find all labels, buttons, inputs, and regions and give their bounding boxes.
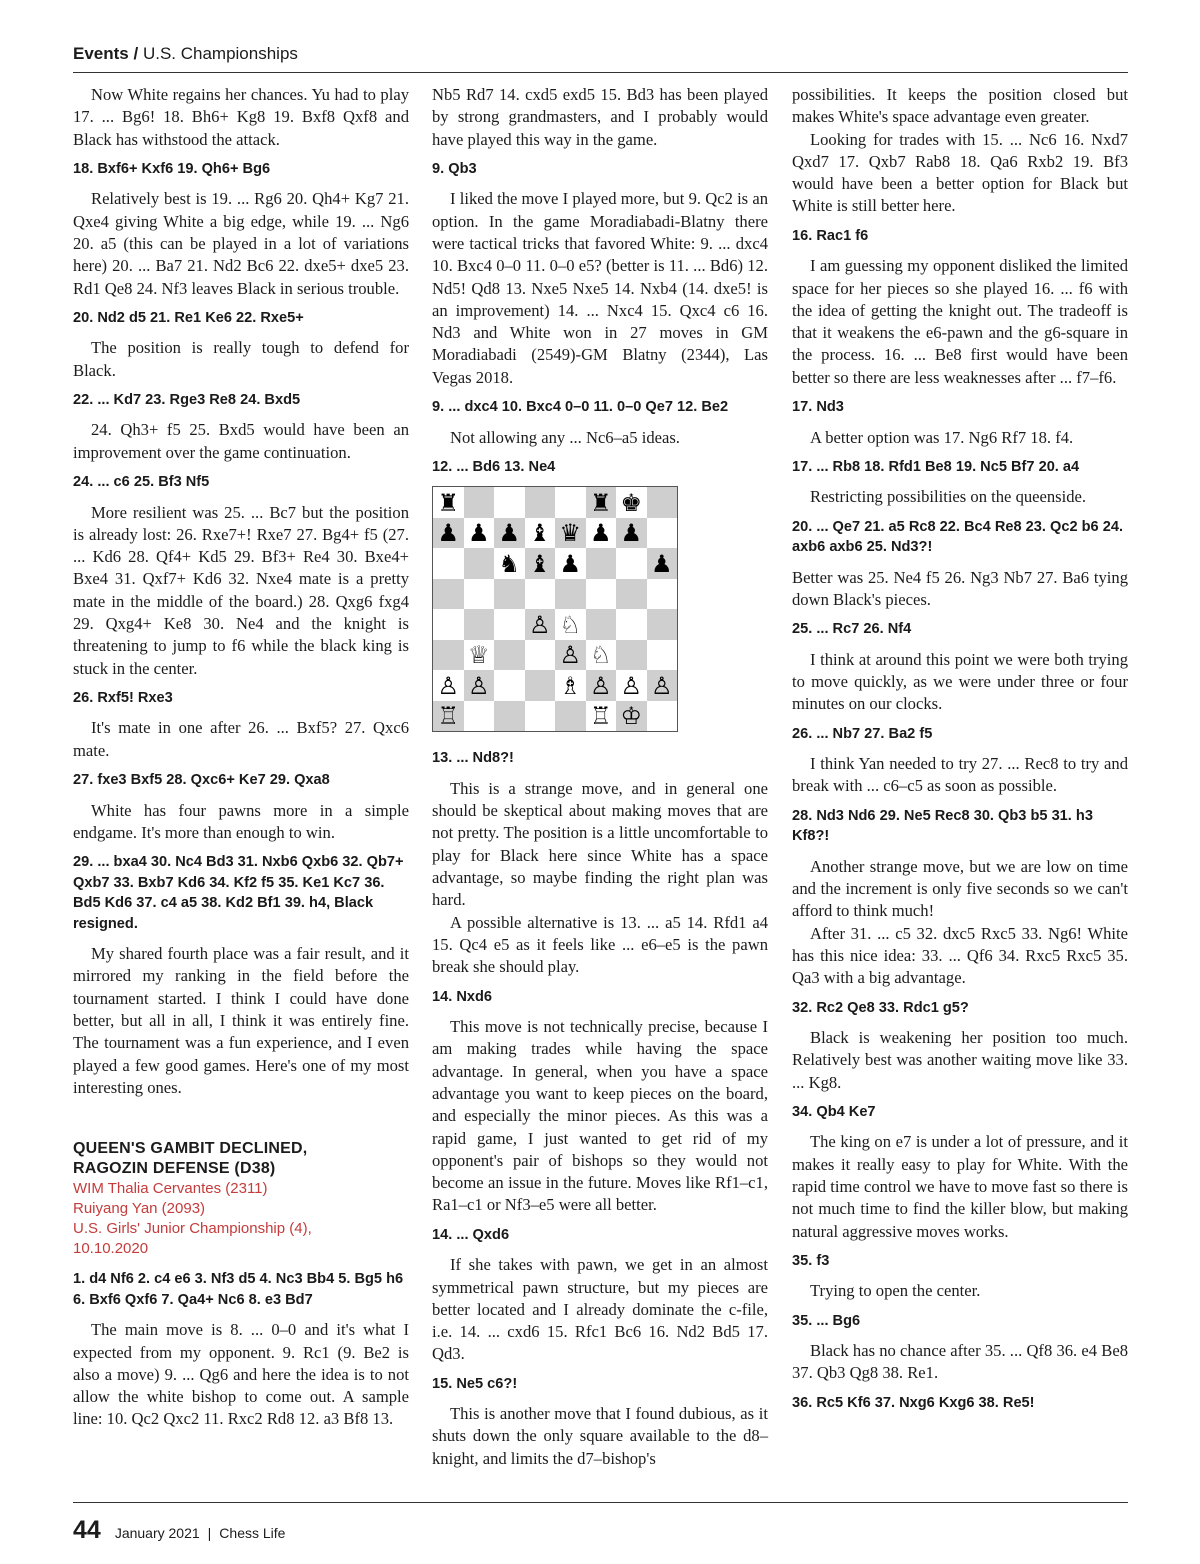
move-heading: 13. ... Nd8?! (432, 750, 514, 767)
move-heading: 17. ... Rb8 18. Rfd1 Be8 19. Nc5 Bf7 20. a4 (792, 458, 1080, 475)
square-b3 (464, 640, 495, 671)
paragraph: This is another move that I found dubious, as it shuts down the only square available to the d8–knight, and limits the d7–bishop's (432, 1404, 768, 1468)
chess-piece-icon: ♟ (559, 549, 581, 578)
square-f8 (586, 487, 617, 518)
paragraph: It's mate in one after 26. ... Bxf5? 27. Qxc6 mate. (73, 718, 409, 760)
game-date: 10.10.2020 (73, 1240, 149, 1258)
square-e3 (555, 640, 586, 671)
square-f5 (586, 579, 617, 610)
paragraph: Another strange move, but we are low on time and the increment is only five seconds so we can't afford to think much! (792, 856, 1128, 921)
square-f4 (586, 609, 617, 640)
move-heading: 22. ... Kd7 23. Rge3 Re8 24. Bxd5 (73, 391, 301, 408)
square-a5 (433, 579, 464, 610)
chess-piece-icon: ♙ (589, 671, 612, 700)
paragraph: Now White regains her chances. Yu had to play 17. ... Bg6! 18. Bh6+ Kg8 19. Bxf8 Qxf8 and Black has withstood the attack. (73, 85, 409, 149)
move-heading: 34. Qb4 Ke7 (792, 1103, 876, 1120)
chess-piece-icon: ♖ (589, 702, 612, 731)
square-d7 (525, 518, 556, 549)
square-f1 (586, 701, 617, 732)
move-heading: 36. Rc5 Kf6 37. Nxg6 Kxg6 38. Re5! (792, 1394, 1035, 1411)
chess-piece-icon: ♜ (437, 488, 459, 517)
square-g8 (616, 487, 647, 518)
chess-piece-icon: ♝ (528, 549, 551, 578)
move-heading: 26. Rxf5! Rxe3 (73, 689, 173, 706)
square-a3 (433, 640, 464, 671)
square-b6 (464, 548, 495, 579)
move-heading: 24. ... c6 25. Bf3 Nf5 (73, 474, 210, 491)
game-title (73, 1139, 409, 1179)
move-heading: 35. ... Bg6 (792, 1312, 861, 1329)
square-b7 (464, 518, 495, 549)
square-d2 (525, 670, 556, 701)
move-heading: 29. ... bxa4 30. Nc4 Bd3 31. Nxb6 Qxb6 32. Qb7+ Qxb7 33. Bxb7 Kd6 34. Kf2 f5 35. Ke1 Kc7 36. Bd5 Kd6 37. c4 a5 38. Kd2 Bf1 39. h4, Black resigned. (73, 854, 404, 932)
square-h2 (647, 670, 678, 701)
chess-piece-icon: ♘ (589, 641, 612, 670)
chess-piece-icon: ♚ (620, 488, 642, 517)
magazine-name: Chess Life (219, 1525, 286, 1541)
chess-piece-icon: ♙ (620, 671, 642, 700)
black-player: Ruiyang Yan (2093) (73, 1200, 206, 1218)
square-g4 (616, 609, 647, 640)
square-a7 (433, 518, 464, 549)
square-e6 (555, 548, 586, 579)
header-title: U.S. Championships (142, 44, 298, 63)
chess-piece-icon: ♘ (559, 610, 581, 639)
paragraph: The king on e7 is under a lot of pressure, and it makes it really easy to play for White. With the rapid time control we have to move fast so there is not much time to find the killer blow, but making natural aggressive moves works. (792, 1132, 1128, 1241)
move-heading: 9. ... dxc4 10. Bxc4 0–0 11. 0–0 Qe7 12. Be2 (432, 399, 729, 416)
chess-piece-icon: ♞ (498, 549, 520, 578)
page-number: 44 (73, 1516, 101, 1544)
move-heading: 35. f3 (792, 1252, 830, 1269)
paragraph: Not allowing any ... Nc6–a5 ideas. (450, 427, 680, 447)
header-divider (73, 72, 1128, 73)
square-f2 (586, 670, 617, 701)
square-e5 (555, 579, 586, 610)
game-title-line-2: RAGOZIN DEFENSE (D38) (73, 1160, 276, 1178)
move-heading: 18. Bxf6+ Kxf6 19. Qh6+ Bg6 (73, 160, 271, 177)
paragraph: White has four pawns more in a simple endgame. It's more than enough to win. (73, 800, 409, 842)
paragraph: This move is not technically precise, because I am making trades while having the space advantage. In general, when you have a space advantage you want to keep pieces on the board, and especially the minor pieces. As this was a rapid game, I just wanted to get rid of my opponent's pair of bishops so they would not become an issue in the future. Moves like Rf1–c1, Ra1–c1 or Nf3–e5 were all better. (432, 1017, 768, 1215)
chess-piece-icon: ♝ (528, 519, 551, 548)
chess-piece-icon: ♙ (437, 671, 459, 700)
game-event: U.S. Girls' Junior Championship (4), (73, 1220, 312, 1238)
square-d4 (525, 609, 556, 640)
square-c4 (494, 609, 525, 640)
square-d1 (525, 701, 556, 732)
square-b1 (464, 701, 495, 732)
move-heading: 12. ... Bd6 13. Ne4 (432, 458, 556, 475)
move-heading: 27. fxe3 Bxf5 28. Qxc6+ Ke7 29. Qxa8 (73, 772, 330, 789)
chess-piece-icon: ♜ (589, 488, 612, 517)
square-c5 (494, 579, 525, 610)
square-b2 (464, 670, 495, 701)
header-section: Events / (73, 44, 139, 63)
square-h7 (647, 518, 678, 549)
paragraph: Relatively best is 19. ... Rg6 20. Qh4+ Kg7 21. Qxe4 giving White a big edge, while 19. ... Ng6 20. a5 (this can be played in a lot of variations here) 20. ... Ba7 21. Nd2 Bc6 22. dxe5+ dxe5 23. Rd1 Qe8 24. Nf3 leaves Black in serious trouble. (73, 189, 409, 298)
chess-piece-icon: ♙ (559, 641, 581, 670)
chess-piece-icon: ♛ (559, 519, 581, 548)
square-f6 (586, 548, 617, 579)
paragraph: The position is really tough to defend for Black. (73, 338, 409, 380)
paragraph: I am guessing my opponent disliked the limited space for her pieces so she played 16. ... f6 with the idea of getting the knight out. The tradeoff is that it weakens the e6-pawn and the g6-square in the process. 16. ... Be8 first would have been better so there are less weaknesses after ... f7–f6. (792, 256, 1128, 387)
column-3 (792, 84, 1128, 1422)
square-g3 (616, 640, 647, 671)
page-footer (73, 1516, 285, 1552)
square-g1 (616, 701, 647, 732)
column-1 (73, 84, 409, 1439)
paragraph: A possible alternative is 13. ... a5 14. Rfd1 a4 15. Qc4 e5 as it feels like ... e6–e5 is the pawn break she should play. (432, 912, 768, 977)
chess-piece-icon: ♟ (589, 519, 612, 548)
square-d6 (525, 548, 556, 579)
square-a2 (433, 670, 464, 701)
square-d5 (525, 579, 556, 610)
chess-piece-icon: ♙ (467, 671, 490, 700)
square-h8 (647, 487, 678, 518)
paragraph: If she takes with pawn, we get in an almost symmetrical pawn structure, but my pieces are better located and I already dominate the c-file, i.e. 14. ... cxd6 15. Rfc1 Bc6 16. Nd2 Bd5 17. Qd3. (432, 1255, 768, 1364)
square-a4 (433, 609, 464, 640)
square-b4 (464, 609, 495, 640)
square-b8 (464, 487, 495, 518)
column-3-text (792, 84, 1128, 1413)
square-c7 (494, 518, 525, 549)
square-g7 (616, 518, 647, 549)
square-c6 (494, 548, 525, 579)
square-e4 (555, 609, 586, 640)
chess-board-diagram (432, 486, 678, 732)
move-heading: 26. ... Nb7 27. Ba2 f5 (792, 725, 933, 742)
square-f3 (586, 640, 617, 671)
column-1-text (73, 84, 409, 1099)
column-1-game-text (73, 1269, 409, 1430)
paragraph: Black has no chance after 35. ... Qf8 36. e4 Be8 37. Qb3 Qg8 38. Re1. (792, 1341, 1128, 1383)
chess-piece-icon: ♙ (650, 671, 673, 700)
square-c3 (494, 640, 525, 671)
move-heading: 17. Nd3 (792, 399, 844, 416)
paragraph: Looking for trades with 15. ... Nc6 16. Nxd7 Qxd7 17. Qxb7 Rab8 18. Qa6 Rxb2 19. Bf3 would have been a better option for Black but White is still better here. (792, 129, 1128, 216)
chess-piece-icon: ♟ (437, 519, 459, 548)
paragraph: I liked the move I played more, but 9. Qc2 is an option. In the game Moradiabadi-Blatny there were tactical tricks that favored White: 9. ... dxc4 10. Bxc4 0–0 11. 0–0 e5? (better is 11. ... Bd6) 12. Nd5! Qd8 13. Nxe5 Nxe5 14. Nxb4 (14. dxe5! is an improvement) 14. ... Nxc4 15. Qxc4 c6 16. Nd3 and White won in 27 moves in GM Moradiabadi (2549)-GM Blatny (2344), Las Vegas 2018. (432, 189, 768, 387)
square-g5 (616, 579, 647, 610)
chess-piece-icon: ♟ (620, 519, 642, 548)
chess-piece-icon: ♖ (437, 702, 459, 731)
square-e8 (555, 487, 586, 518)
paragraph: possibilities. It keeps the position closed but makes White's space advantage even greater. (792, 85, 1128, 127)
square-h1 (647, 701, 678, 732)
square-h4 (647, 609, 678, 640)
square-b5 (464, 579, 495, 610)
square-d3 (525, 640, 556, 671)
square-g6 (616, 548, 647, 579)
issue-date: January 2021 (114, 1525, 200, 1541)
chess-piece-icon: ♟ (467, 519, 490, 548)
move-heading: 14. Nxd6 (432, 988, 493, 1005)
paragraph: Better was 25. Ne4 f5 26. Ng3 Nb7 27. Ba6 tying down Black's pieces. (792, 567, 1128, 609)
footer-divider (73, 1502, 1128, 1503)
square-c8 (494, 487, 525, 518)
square-d8 (525, 487, 556, 518)
paragraph: More resilient was 25. ... Bc7 but the position is already lost: 26. Rxe7+! Rxe7 27. Bg4+ f5 (27. ... Kd6 28. Qf4+ Kd5 29. Bf3+ Re4 30. Bxe4+ Bxe4 31. Qxf7+ Kd6 32. Nxe4 mate is a pretty mate in the middle of the board.) 28. Qxg6 fxg4 29. Qxg4+ Ke8 30. Ne4 and the knight is threatening to jump to f6 while the black king is stuck in the center. (73, 502, 409, 678)
square-g2 (616, 670, 647, 701)
square-h5 (647, 579, 678, 610)
move-heading: 32. Rc2 Qe8 33. Rdc1 g5? (792, 999, 969, 1016)
paragraph: Black is weakening her position too much. Relatively best was another waiting move like 33. ... Kg8. (792, 1028, 1128, 1092)
game-title-line-1: QUEEN'S GAMBIT DECLINED, (73, 1140, 308, 1158)
square-e1 (555, 701, 586, 732)
square-a1 (433, 701, 464, 732)
move-heading: 9. Qb3 (432, 160, 477, 177)
square-a6 (433, 548, 464, 579)
square-h3 (647, 640, 678, 671)
move-heading: 28. Nd3 Nd6 29. Ne5 Rec8 30. Qb3 b5 31. h3 Kf8?! (792, 807, 1093, 845)
column-2-text (432, 84, 768, 477)
paragraph: This is a strange move, and in general one should be skeptical about making moves that are not pretty. The position is a little uncomfortable to play for Black here since White has a space advantage, so maybe finding the right plan was hard. (432, 778, 768, 910)
paragraph: My shared fourth place was a fair result, and it mirrored my ranking in the field before the tournament started. I think I could have done better, but all in all, I think it was entirely fine. The tournament was a fun experience, and I even played a few good games. Here's one of my most interesting ones. (73, 944, 409, 1097)
chess-piece-icon: ♗ (559, 671, 581, 700)
chess-piece-icon: ♔ (620, 702, 642, 731)
footer-separator: | (207, 1525, 212, 1541)
paragraph: Nb5 Rd7 14. cxd5 exd5 15. Bd3 has been played by strong grandmasters, and I probably would have played this way in the game. (432, 85, 768, 149)
chess-piece-icon: ♕ (467, 641, 490, 670)
paragraph: I think at around this point we were both trying to move quickly, as we were under three or four minutes on our clocks. (792, 649, 1128, 714)
square-e7 (555, 518, 586, 549)
square-a8 (433, 487, 464, 518)
square-f7 (586, 518, 617, 549)
white-player: WIM Thalia Cervantes (2311) (73, 1180, 268, 1198)
move-heading: 20. Nd2 d5 21. Re1 Ke6 22. Rxe5+ (73, 309, 304, 326)
paragraph: A better option was 17. Ng6 Rf7 18. f4. (810, 427, 1074, 447)
paragraph: The main move is 8. ... 0–0 and it's what I expected from my opponent. 9. Rc1 (9. Be2 is also a move) 9. ... Qg6 and here the idea is to not allow the white bishop to come out. A sample line: 10. Qc2 Qxc2 11. Rxc2 Rd8 12. a3 Bf8 13. (73, 1320, 409, 1429)
move-heading: 16. Rac1 f6 (792, 227, 869, 244)
chess-piece-icon: ♙ (528, 610, 551, 639)
chess-piece-icon: ♟ (498, 519, 520, 548)
square-h6 (647, 548, 678, 579)
move-heading: 15. Ne5 c6?! (432, 1375, 518, 1392)
move-heading: 25. ... Rc7 26. Nf4 (792, 621, 912, 638)
paragraph: Trying to open the center. (810, 1281, 981, 1301)
move-heading: 14. ... Qxd6 (432, 1226, 510, 1243)
square-c2 (494, 670, 525, 701)
chess-piece-icon: ♟ (650, 549, 673, 578)
game-info (73, 1179, 409, 1259)
square-e2 (555, 670, 586, 701)
column-2 (432, 84, 768, 1478)
square-c1 (494, 701, 525, 732)
paragraph: 24. Qh3+ f5 25. Bxd5 would have been an improvement over the game continuation. (73, 420, 409, 462)
move-heading: 20. ... Qe7 21. a5 Rc8 22. Bc4 Re8 23. Qc2 b6 24. axb6 axb6 25. Nd3?! (792, 518, 1124, 556)
running-header (73, 44, 1128, 74)
column-2-text-continued (432, 748, 768, 1470)
paragraph: I think Yan needed to try 27. ... Rec8 to try and break with ... c6–c5 as soon as possible. (792, 754, 1128, 796)
paragraph: After 31. ... c5 32. dxc5 Rxc5 33. Ng6! White has this nice idea: 33. ... Qf6 34. Rxc5 Rxc5 35. Qa3 with a big advantage. (792, 923, 1128, 988)
move-heading: 1. d4 Nf6 2. c4 e6 3. Nf3 d5 4. Nc3 Bb4 5. Bg5 h6 6. Bxf6 Qxf6 7. Qa4+ Nc6 8. e3 Bd7 (73, 1271, 404, 1308)
paragraph: Restricting possibilities on the queenside. (810, 487, 1087, 507)
